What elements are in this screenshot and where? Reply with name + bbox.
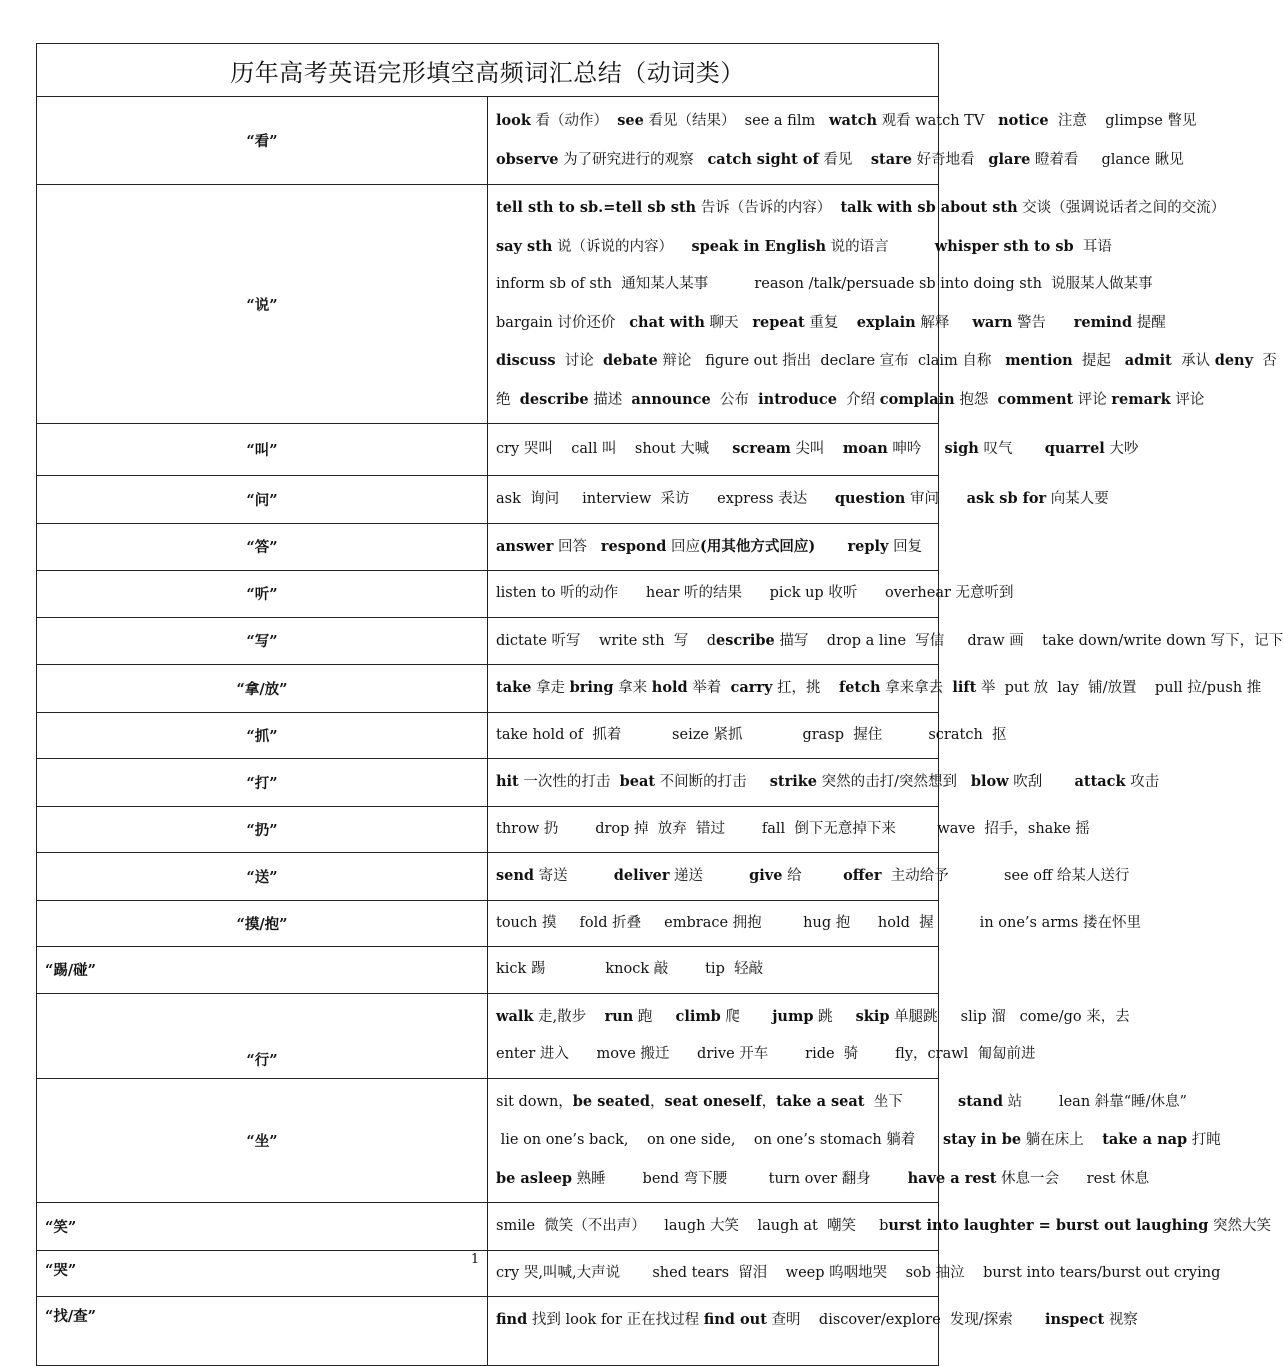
term-text: inform sb of sth 通知某人某事 reason /talk/persuade sb into doing sth 说服某人做某事 [496, 276, 1153, 292]
vocabulary-line [496, 381, 1205, 420]
term-text: cry 哭叫 call 叫 shout 大喊 [496, 441, 733, 458]
term-text: 抱怨 [954, 391, 998, 408]
key-term: ask sb for [966, 490, 1047, 507]
vocabulary-line [496, 669, 1262, 708]
key-term: admit [1124, 352, 1172, 369]
vocabulary-line [496, 951, 932, 989]
vocabulary-cell [488, 853, 1130, 901]
key-term: sigh [944, 440, 979, 458]
term-text: 介绍 [836, 391, 880, 408]
key-term: climb [675, 1007, 721, 1025]
vocabulary-line [496, 1036, 1036, 1074]
term-text: 交谈（强调说话者之间的交流） [1017, 200, 1226, 216]
key-term: find [496, 1311, 528, 1328]
term-text: 不间断的打击 [655, 774, 770, 790]
term-text: dictate 听写 write sth 写 d [496, 632, 717, 649]
table-row [37, 476, 939, 524]
term-text: 拿来 [613, 680, 652, 696]
key-term: mention [1005, 352, 1073, 369]
term-text: 站 lean 斜靠“睡/休息” [1002, 1093, 1187, 1110]
page-title: 历年高考英语完形填空高频词汇总结（动词类） [37, 44, 939, 97]
term-text: 警告 [1012, 314, 1074, 331]
category-cell: “扔” [37, 806, 488, 853]
vocabulary-line [496, 1301, 1138, 1340]
vocabulary-cell [488, 424, 1139, 476]
term-text: 给 [782, 868, 844, 884]
key-term: talk with sb about sth [840, 199, 1018, 216]
term-text: 向某人要 [1046, 491, 1109, 507]
vocabulary-cell [488, 665, 1262, 713]
table-row [37, 185, 939, 424]
category-cell: “摸/抱” [37, 900, 488, 947]
key-term: bring [569, 679, 614, 696]
vocabulary-cell [488, 97, 1197, 185]
key-term: urst into laughter = burst out laughing [888, 1217, 1209, 1234]
vocabulary-cell [488, 185, 1277, 424]
page-number: 1 [470, 1252, 480, 1267]
category-cell: “笑” [37, 1203, 488, 1251]
term-text: 举着 [687, 680, 731, 696]
vocabulary-line [496, 430, 1139, 469]
vocabulary-line [496, 304, 1166, 343]
table-row [37, 665, 939, 713]
key-term: reply [847, 537, 889, 555]
key-term: explain [856, 313, 916, 331]
term-text: 绝 [496, 391, 520, 408]
table-row [37, 947, 939, 994]
category-cell: “看” [37, 97, 488, 185]
term-text: 躺在床上 [1021, 1132, 1103, 1148]
vocabulary-cell [488, 900, 1141, 947]
term-text: 重复 [804, 314, 857, 331]
term-text: 坐下 [864, 1093, 959, 1110]
term-text: 爬 [720, 1008, 773, 1025]
vocabulary-line [496, 998, 1130, 1037]
term-text: 聊天 [704, 314, 753, 331]
key-term: take a nap [1102, 1131, 1188, 1148]
term-text: 审问 [905, 491, 967, 507]
key-term: moan [842, 440, 888, 458]
term-text: 尖叫 [790, 441, 843, 458]
key-term: strike [769, 773, 817, 790]
key-term: find out [703, 1311, 767, 1328]
vocabulary-line [496, 717, 1007, 755]
term-text [815, 539, 847, 555]
vocabulary-line [496, 1160, 1150, 1199]
category-cell: “说” [37, 185, 488, 424]
vocabulary-line [496, 480, 1109, 519]
table-row [37, 1297, 939, 1366]
term-text: 告诉（告诉的内容） [696, 200, 841, 216]
key-term: question [834, 490, 906, 507]
key-term: say sth [496, 237, 553, 255]
key-term: deny [1214, 352, 1254, 369]
term-text: kick 踢 knock 敲 tip 轻敲 [496, 961, 764, 977]
key-term: quarrel [1044, 440, 1105, 458]
term-text: 走,散步 [533, 1008, 605, 1025]
table-row [37, 424, 939, 476]
table-row [37, 806, 939, 853]
term-text: 突然大笑 [1208, 1218, 1271, 1234]
key-term: watch [829, 112, 877, 129]
term-text: 回复 [888, 538, 923, 555]
term-text: 叹气 [978, 441, 1045, 458]
vocabulary-line [496, 528, 932, 567]
key-term: hit [496, 773, 519, 790]
vocabulary-table [36, 43, 1283, 1366]
key-term: fetch [838, 679, 881, 696]
vocabulary-cell [488, 617, 1283, 665]
key-term: chat with [629, 313, 705, 331]
term-text: 描述 [588, 391, 632, 408]
term-text: 瞪着看 glance 瞅见 [1030, 151, 1184, 168]
category-cell: “听” [37, 571, 488, 618]
term-text: 提起 [1072, 353, 1125, 369]
term-text: 跑 [633, 1008, 676, 1025]
term-text: 评论 [1170, 391, 1205, 408]
vocabulary-line [496, 905, 1141, 943]
vocabulary-line [496, 266, 1153, 304]
key-term: remark [1111, 390, 1171, 408]
term-text: 注意 glimpse 瞥见 [1048, 113, 1197, 129]
term-text: 拿走 [531, 680, 570, 696]
vocabulary-cell [488, 571, 1014, 618]
term-text: 回应 [666, 538, 701, 555]
term-text: ask 询问 interview 采访 express 表达 [496, 491, 835, 507]
key-term: look [496, 112, 531, 129]
term-text: 评论 [1073, 391, 1112, 408]
vocabulary-cell [488, 993, 1130, 1078]
key-term: discuss [496, 352, 556, 369]
table-row [37, 97, 939, 185]
term-text: bargain 讨价还价 [496, 314, 630, 331]
category-cell: “行” [37, 993, 488, 1078]
term-text: 休息一会 rest 休息 [996, 1170, 1150, 1187]
key-term: debate [602, 352, 658, 369]
key-term: carry [730, 679, 773, 696]
term-text: 递送 [669, 868, 750, 884]
term-text: ， [650, 1093, 665, 1110]
key-term: observe [496, 150, 559, 168]
vocabulary-cell [488, 1297, 1138, 1366]
term-text: 说的语言 [826, 238, 935, 255]
term-text: 观看 watch TV [877, 113, 999, 129]
category-cell: “答” [37, 523, 488, 571]
term-text: 视察 [1104, 1312, 1138, 1328]
vocabulary-line [496, 1083, 1187, 1122]
vocabulary-cell [488, 523, 939, 571]
key-term: jump [772, 1007, 814, 1025]
term-text: 好奇地看 [911, 151, 989, 168]
key-term: (用其他方式回应) [700, 537, 816, 555]
key-term: repeat [752, 313, 805, 331]
term-text: lie on one’s back, on one side, on one’s stomach 躺着 [496, 1132, 943, 1148]
key-term: glare [988, 150, 1031, 168]
table-row [37, 712, 939, 759]
key-term: deliver [613, 867, 670, 884]
category-cell: “叫” [37, 424, 488, 476]
term-text: 单腿跳 slip 溜 come/go 来，去 [889, 1008, 1130, 1025]
vocabulary-line [496, 575, 1014, 613]
term-text: 讨论 [555, 353, 603, 369]
term-text: 寄送 [534, 868, 614, 884]
table-row [37, 571, 939, 618]
key-term: have a rest [907, 1169, 997, 1187]
key-term: lift [952, 679, 977, 696]
table-row [37, 1203, 939, 1251]
key-term: introduce [758, 390, 837, 408]
category-cell: “踢/碰” [37, 947, 488, 994]
key-term: stay in be [942, 1131, 1022, 1148]
table-row [37, 993, 939, 1078]
term-text: 呻吟 [887, 441, 945, 458]
key-term: comment [997, 390, 1074, 408]
category-cell: “打” [37, 759, 488, 807]
term-text: 说（诉说的内容） [552, 238, 692, 255]
term-text: 熟睡 bend 弯下腰 turn over 翻身 [572, 1170, 908, 1187]
key-term: stare [870, 150, 912, 168]
vocabulary-line [496, 102, 1197, 141]
term-text: cry 哭,叫喊,大声说 shed tears 留泪 weep 呜咽地哭 sob 抽泣 burst into tears/burst out crying [496, 1264, 1221, 1281]
term-text: 查明 discover/explore 发现/探索 [766, 1312, 1046, 1328]
vocabulary-cell [488, 1078, 1221, 1203]
category-cell: “问” [37, 476, 488, 524]
term-text: 看见（结果） see a film [643, 113, 830, 129]
term-text: throw 扔 drop 掉 放弃 错过 fall 倒下无意掉下来 wave 招手，shake 摇 [496, 820, 1090, 837]
term-text: 扛，挑 [772, 680, 839, 696]
key-term: inspect [1045, 1311, 1105, 1328]
key-term: run [604, 1007, 634, 1025]
term-text: 描写 drop a line 写信 draw 画 take down/write down 写下，记下 [774, 632, 1283, 649]
key-term: speak in English [691, 237, 827, 255]
category-cell: “拿/放” [37, 665, 488, 713]
key-term: offer [843, 867, 882, 884]
term-text: 承认 [1171, 353, 1215, 369]
vocabulary-line [496, 763, 1160, 802]
vocabulary-cell [488, 712, 1007, 759]
term-text: 找到 look for 正在找过程 [527, 1312, 704, 1328]
key-term: escribe [716, 631, 775, 649]
term-text: 为了研究进行的观察 [558, 151, 708, 168]
vocabulary-line [496, 1121, 1221, 1160]
vocabulary-cell [488, 759, 1160, 807]
key-term: scream [732, 440, 791, 458]
key-term: notice [998, 112, 1049, 129]
term-text: 大吵 [1104, 441, 1139, 458]
key-term: send [496, 867, 535, 884]
vocabulary-cell [488, 806, 1090, 853]
term-text: 打盹 [1187, 1132, 1221, 1148]
category-cell: “坐” [37, 1078, 488, 1203]
term-text: 公布 [710, 391, 759, 408]
term-text: 拿来拿去 [880, 680, 953, 696]
term-text: 看（动作） [530, 113, 609, 129]
vocabulary-line [496, 1207, 1271, 1246]
key-term: take [496, 679, 532, 696]
term-text: enter 进入 move 搬迁 drive 开车 ride 骑 fly，crawl 匍匐前进 [496, 1046, 1036, 1062]
key-term: answer [496, 537, 554, 555]
category-cell: “写” [37, 617, 488, 665]
key-term: remind [1073, 313, 1133, 331]
term-text: take hold of 抓着 seize 紧抓 grasp 握住 scratch 抠 [496, 726, 1007, 743]
key-term: complain [879, 390, 955, 408]
key-term: give [749, 867, 783, 884]
table-row [37, 759, 939, 807]
term-text: 攻击 [1125, 774, 1160, 790]
key-term: announce [631, 390, 711, 408]
term-text: touch 摸 fold 折叠 embrace 拥抱 hug 抱 hold 握 in one’s arms 搂在怀里 [496, 914, 1141, 931]
term-text: sit down， [496, 1093, 573, 1110]
key-term: beat [619, 773, 656, 790]
key-term: warn [972, 313, 1013, 331]
vocabulary-line [496, 228, 1112, 267]
term-text: 一次性的打击 [518, 774, 620, 790]
title-row [37, 44, 939, 97]
term-text: 耳语 [1073, 238, 1112, 255]
key-term: be asleep [496, 1169, 573, 1187]
vocabulary-line [496, 857, 1130, 896]
key-term: attack [1074, 773, 1126, 790]
key-term: walk [496, 1007, 534, 1025]
term-text: 举 put 放 lay 铺/放置 pull 拉/push 推 [976, 680, 1262, 696]
term-text: ， [761, 1093, 777, 1110]
term-text [608, 113, 617, 129]
term-text: listen to 听的动作 hear 听的结果 pick up 收听 overhear 无意听到 [496, 585, 1014, 601]
vocabulary-line [496, 189, 1226, 228]
term-text: 突然的击打/突然想到 [816, 774, 971, 790]
category-cell: “送” [37, 853, 488, 901]
key-term: tell sth to sb.=tell sb sth [496, 199, 697, 216]
key-term: stand [958, 1092, 1003, 1110]
table-row [37, 900, 939, 947]
category-cell: “找/查” [37, 1297, 488, 1366]
key-term: take a seat [776, 1092, 865, 1110]
vocabulary-cell [488, 1203, 1271, 1251]
term-text: 提醒 [1132, 314, 1166, 331]
key-term: see [617, 112, 644, 129]
vocabulary-cell [488, 476, 1109, 524]
vocabulary-line [496, 141, 1184, 180]
key-term: hold [651, 679, 688, 696]
key-term: respond [600, 537, 667, 555]
key-term: skip [855, 1007, 890, 1025]
table-row [37, 523, 939, 571]
category-cell: “哭” [37, 1250, 488, 1297]
vocabulary-line [496, 811, 1090, 849]
term-text: 看见 [818, 151, 871, 168]
table-row [37, 1078, 939, 1203]
term-text: 辩论 figure out 指出 declare 宣布 claim 自称 [657, 353, 1006, 369]
key-term: seat oneself [664, 1092, 762, 1110]
table-row [37, 617, 939, 665]
term-text: smile 微笑（不出声） laugh 大笑 laugh at 嘲笑 b [496, 1218, 889, 1234]
key-term: blow [970, 773, 1009, 790]
vocabulary-line [496, 622, 1283, 661]
category-cell: “抓” [37, 712, 488, 759]
key-term: be seated [572, 1092, 651, 1110]
key-term: whisper sth to sb [934, 237, 1074, 255]
term-text: 吹刮 [1008, 774, 1075, 790]
term-text: 主动给予 see off 给某人送行 [881, 868, 1130, 884]
table-row [37, 853, 939, 901]
vocabulary-cell [488, 947, 939, 994]
term-text: 回答 [553, 538, 601, 555]
term-text: 解释 [915, 314, 973, 331]
key-term: catch sight of [707, 150, 819, 168]
term-text: 跳 [813, 1008, 856, 1025]
vocabulary-line [496, 342, 1277, 381]
key-term: describe [519, 390, 589, 408]
term-text: 否 [1253, 353, 1277, 369]
